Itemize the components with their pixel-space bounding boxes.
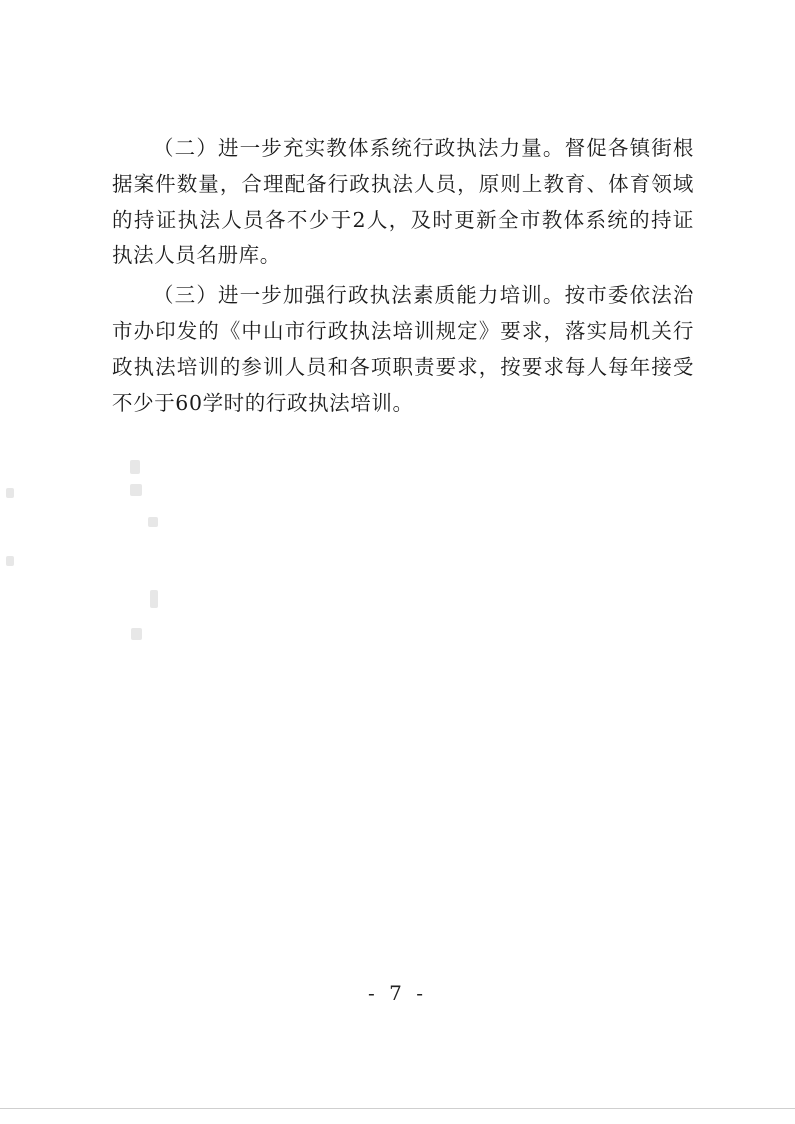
paragraph-3: （三）进一步加强行政执法素质能力培训。按市委依法治市办印发的《中山市行政执法培训规定》要求，落实局机关行政执法培训的参训人员和各项职责要求，按要求每人每年接受不少于60学时的行政执法培训。 xyxy=(112,283,694,415)
scan-edge-line xyxy=(0,1108,795,1109)
scan-artifact xyxy=(6,556,14,566)
scan-artifact xyxy=(130,484,142,496)
document-body xyxy=(112,131,694,425)
scan-artifact xyxy=(150,590,158,608)
page-number: - 7 - xyxy=(368,981,427,1005)
scan-artifact xyxy=(130,460,140,474)
paragraph-2: （二）进一步充实教体系统行政执法力量。督促各镇街根据案件数量，合理配备行政执法人员，原则上教育、体育领域的持证执法人员各不少于2人，及时更新全市教体系统的持证执法人员名册库。 xyxy=(112,136,694,268)
scan-artifact xyxy=(131,628,142,640)
scan-artifact xyxy=(148,517,158,527)
scan-artifact xyxy=(6,488,14,498)
